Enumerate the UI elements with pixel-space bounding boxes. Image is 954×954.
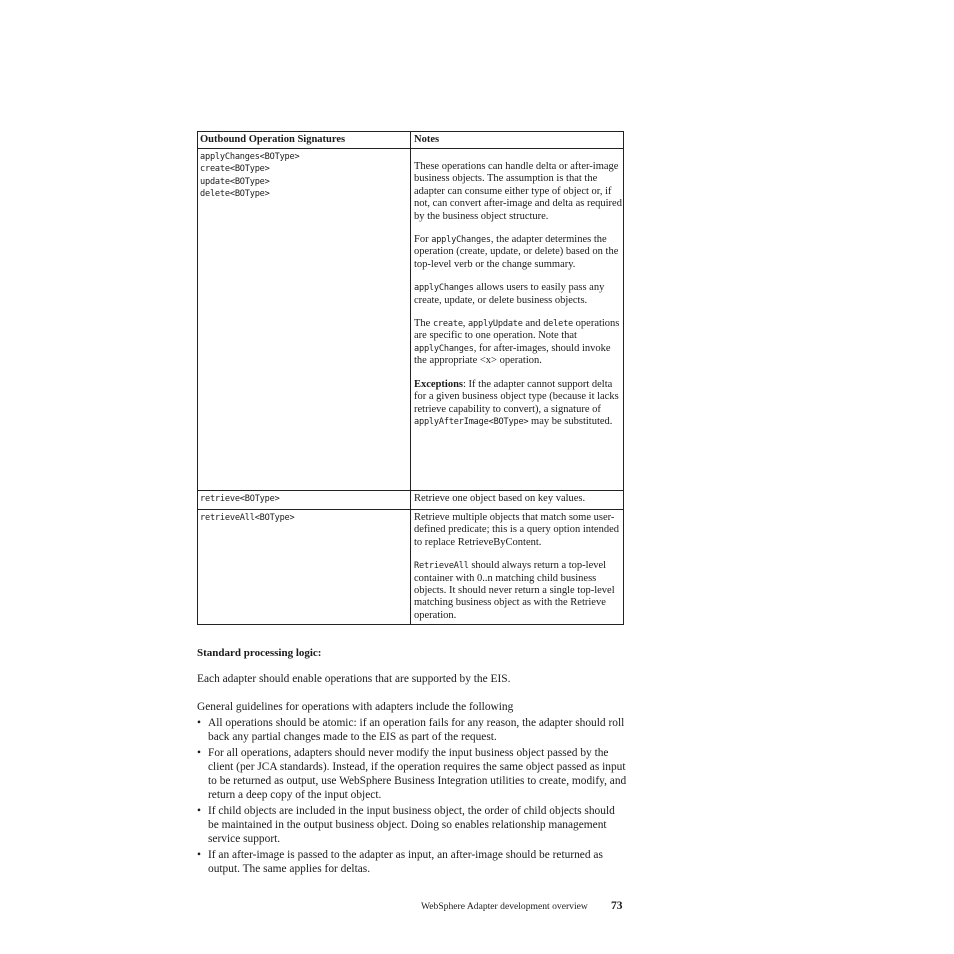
note-paragraph: Retrieve multiple objects that match some user-defined predicate; this is a query option intended to replace RetrieveByContent. bbox=[414, 512, 619, 548]
row-divider bbox=[198, 509, 623, 510]
signature-line: applyChanges<BOType> bbox=[200, 152, 300, 162]
note-paragraph: RetrieveAll should always return a top-level container with 0..n matching child business objects. It should never return a single top-level matching business object as with the Retrieve operation. bbox=[414, 560, 615, 621]
list-item: • All operations should be atomic: if an operation fails for any reason, the adapter should roll back any partial changes made to the EIS as part of the request. bbox=[197, 717, 625, 743]
footer-title: WebSphere Adapter development overview bbox=[421, 901, 588, 912]
list-item: • If child objects are included in the input business object, the order of child objects should be maintained in the output business object. Doing so enables relationship management service support. bbox=[197, 805, 615, 845]
bullet-marker: • bbox=[197, 849, 201, 861]
header-divider bbox=[198, 148, 623, 149]
signature-line: update<BOType> bbox=[200, 176, 270, 187]
bullet-marker: • bbox=[197, 805, 201, 817]
note-paragraph: Exceptions: If the adapter cannot support delta for a given business object type (because it lacks retrieve capability to convert), a signature of applyAfterImage<BOType> may be substituted. bbox=[414, 378, 619, 427]
guidelines-list bbox=[197, 716, 627, 878]
section-heading: Standard processing logic: bbox=[197, 647, 322, 659]
note-paragraph: The create, applyUpdate and delete operations are specific to one operation. Note that applyChanges, for after-images, should invoke the appropriate <x> operation. bbox=[414, 318, 620, 367]
row-divider bbox=[198, 490, 623, 491]
signature-line: delete<BOType> bbox=[200, 189, 270, 200]
column-divider bbox=[410, 132, 411, 624]
header-signatures: Outbound Operation Signatures bbox=[200, 134, 346, 145]
header-notes: Notes bbox=[414, 134, 440, 145]
bullet-marker: • bbox=[197, 717, 201, 729]
note-paragraph: For applyChanges, the adapter determines the operation (create, update, or delete) based on the top-level verb or the change summary. bbox=[414, 234, 619, 270]
list-item: • If an after-image is passed to the adapter as input, an after-image should be returned as output. The same applies for deltas. bbox=[197, 849, 603, 875]
guidelines-intro: General guidelines for operations with adapters include the following bbox=[197, 701, 514, 713]
row1-notes bbox=[414, 161, 622, 428]
row2-note: Retrieve one object based on key values. bbox=[414, 493, 586, 504]
signature-line: create<BOType> bbox=[200, 164, 270, 175]
row3-signature: retrieveAll<BOType> bbox=[200, 513, 295, 523]
note-paragraph: applyChanges allows users to easily pass any create, update, or delete business objects. bbox=[414, 282, 605, 306]
note-paragraph: These operations can handle delta or after-image business objects. The assumption is that the adapter can consume either type of object or, if not, can convert after-image and delta as required by the business object structure. bbox=[414, 161, 622, 222]
row2-signature: retrieve<BOType> bbox=[200, 494, 280, 504]
list-item: • For all operations, adapters should never modify the input business object passed by the client (per JCA standards). Instead, if the operation requires the same object passed as input to be returned as output, use WebSphere Business Integration utilities to create, modify, and return a deep copy of the input object. bbox=[197, 747, 627, 801]
operations-table bbox=[197, 131, 624, 625]
intro-paragraph: Each adapter should enable operations that are supported by the EIS. bbox=[197, 673, 511, 685]
row1-signatures bbox=[200, 151, 299, 201]
bullet-marker: • bbox=[197, 747, 201, 759]
page-number: 73 bbox=[611, 900, 623, 912]
row3-notes bbox=[414, 512, 622, 622]
